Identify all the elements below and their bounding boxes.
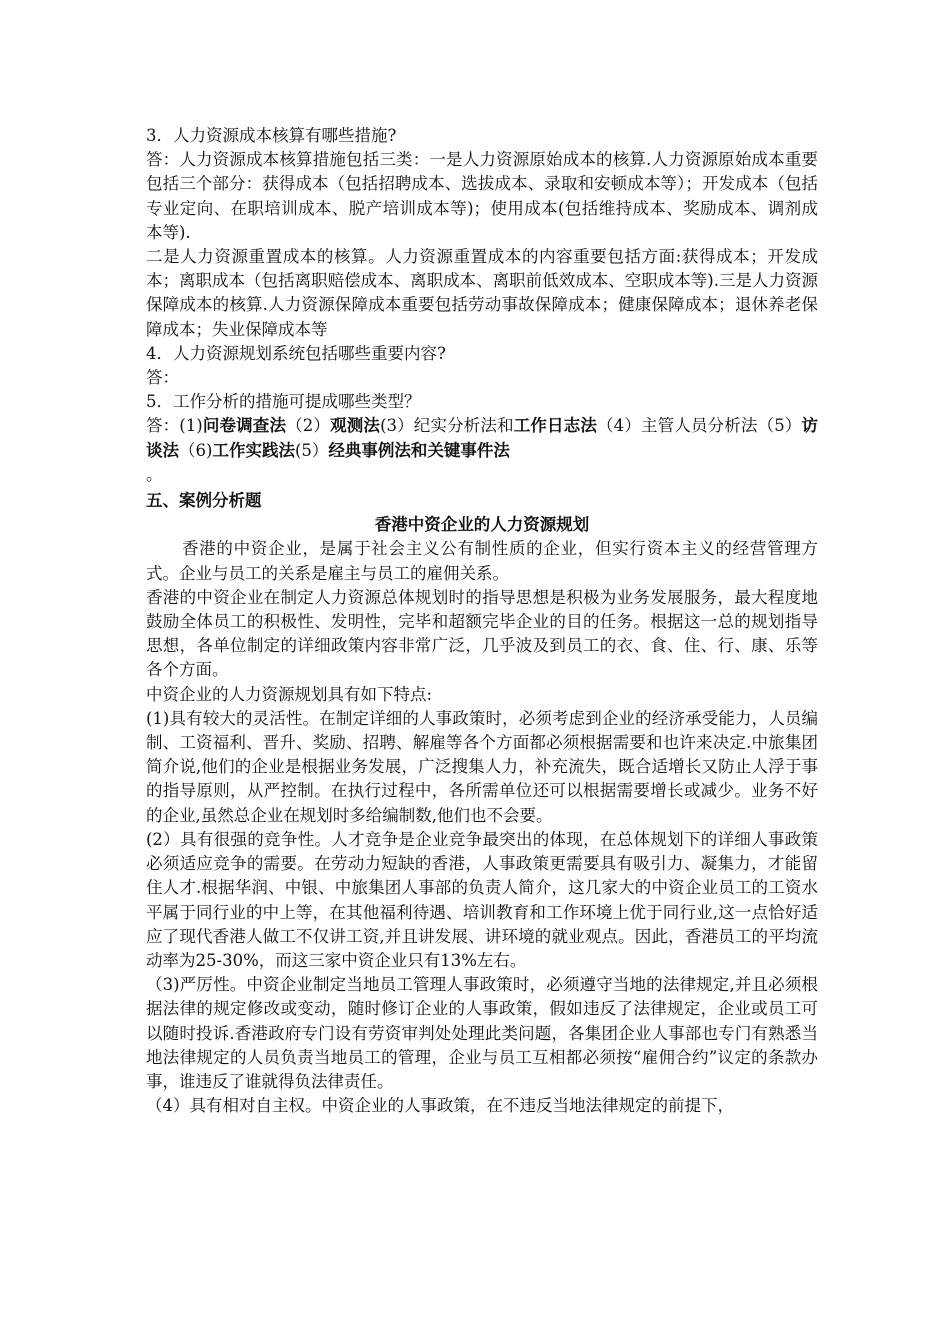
question-3: 3．人力资源成本核算有哪些措施? <box>146 126 397 145</box>
section-heading: 五、案例分析题 <box>146 491 262 511</box>
answer-5-trailing-mark: 。 <box>146 464 163 484</box>
answer-5-text: （4）主管人员分析法（5） <box>597 416 802 436</box>
case-paragraph: (1)具有较大的灵活性。在制定详细的人事政策时，必须考虑到企业的经济承受能力，人员编制、工资福利、晋升、奖励、招聘、解雇等各个方面都必须根据需要和也许来决定.中旅集团简介说,他们的企业是根据业务发展，广泛搜集人力，补充流失，既合适增长又防止人浮于事的指导原则，从严控制。在执行过程中，各所需单位还可以根据需要增长或减少。业务不好的企业,虽然总企业在规划时多给编制数,他们也不会要。 <box>146 708 818 825</box>
answer-5-text: (3）纪实分析法和 <box>380 416 514 436</box>
answer-5-text: （2） <box>286 416 331 436</box>
answer-5-bold: 经典事例法和关键事件法 <box>328 440 510 460</box>
case-paragraph: （3)严厉性。中资企业制定当地员工管理人事政策时，必须遵守当地的法律规定,并且必须根据法律的规定修改或变动，随时修订企业的人事政策，假如违反了法律规定，企业或员工可以随时投诉.香港政府专门设有劳资审判处处理此类问题，各集团企业人事部也专门有熟悉当地法律规定的人员负责当地员工的管理，企业与员工互相都必须按“雇佣合约”议定的条款办事，谁违反了谁就得负法律责任。 <box>146 975 818 1091</box>
question-4: 4．人力资源规划系统包括哪些重要内容? <box>146 343 446 363</box>
answer-3-part2: 二是人力资源重置成本的核算。人力资源重置成本的内容重要包括方面:获得成本；开发成本；离职成本（包括离职赔偿成本、离职成本、离职前低效成本、空职成本等).三是人力资源保障成本的核算.人力资源保障成本重要包括劳动事故保障成本；健康保障成本；退休养老保障成本；失业保障成本等 <box>146 247 818 339</box>
question-5: 5．工作分析的措施可提成哪些类型？ <box>146 392 421 412</box>
answer-4: 答： <box>146 368 179 388</box>
answer-5-bold: 工作实践法 <box>212 440 295 460</box>
case-title: 香港中资企业的人力资源规划 <box>374 515 590 535</box>
answer-5-bold: 工作日志法 <box>513 416 598 436</box>
answer-5-text: (5） <box>294 440 329 460</box>
answer-5-text: 答：(1) <box>146 416 203 436</box>
answer-5-bold: 访谈法 <box>146 416 819 460</box>
answer-5 <box>146 414 818 462</box>
case-paragraph: 香港的中资企业，是属于社会主义公有制性质的企业，但实行资本主义的经营管理方式。企业与员工的关系是雇主与员工的雇佣关系。 <box>146 539 818 583</box>
case-paragraph: (2）具有很强的竞争性。人才竞争是企业竞争最突出的体现，在总体规划下的详细人事政策必须适应竞争的需要。在劳动力短缺的香港，人事政策更需要具有吸引力、凝集力，才能留住人才.根据华润、中银、中旅集团人事部的负责人简介，这几家大的中资企业员工的工资水平属于同行业的中上等，在其他福利待遇、培训教育和工作环境上优于同行业,这一点恰好适应了现代香港人做工不仅讲工资,并且讲发展、讲环境的就业观点。因此，香港员工的平均流动率为25-30%，而这三家中资企业只有13%左右。 <box>146 829 818 970</box>
case-paragraph: 中资企业的人力资源规划具有如下特点: <box>146 684 433 704</box>
answer-5-bold: 观测法 <box>330 416 381 436</box>
document-body <box>146 124 818 1118</box>
answer-5-text: （6) <box>179 440 213 460</box>
answer-5-bold: 问卷调查法 <box>202 416 287 436</box>
answer-3-part1: 答：人力资源成本核算措施包括三类：一是人力资源原始成本的核算.人力资源原始成本重要包括三个部分：获得成本（包括招聘成本、选拔成本、录取和安顿成本等）；开发成本（包括专业定向、在职培训成本、脱产培训成本等)；使用成本(包括维持成本、奖励成本、调剂成本等). <box>146 150 818 242</box>
case-paragraph: 香港的中资企业在制定人力资源总体规划时的指导思想是积极为业务发展服务，最大程度地鼓励全体员工的积极性、发明性，完毕和超额完毕企业的目的任务。根据这一总的规划指导思想，各单位制定的详细政策内容非常广泛，几乎波及到员工的衣、食、住、行、康、乐等各个方面。 <box>146 587 818 680</box>
case-paragraph: （4）具有相对自主权。中资企业的人事政策，在不违反当地法律规定的前提下， <box>146 1096 734 1116</box>
